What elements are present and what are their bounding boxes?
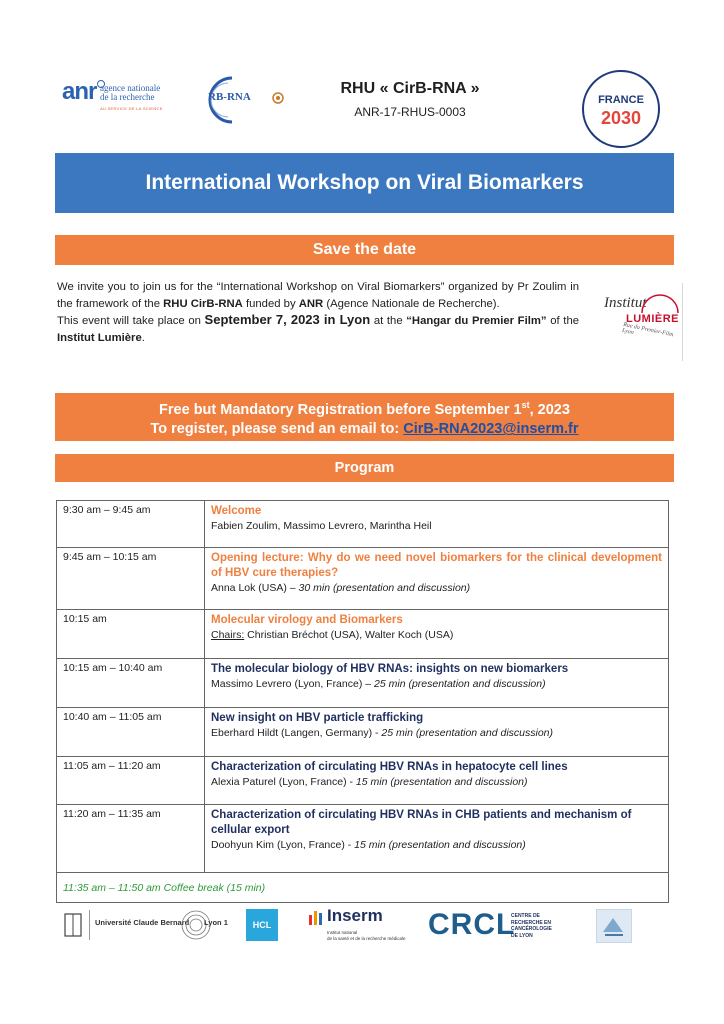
crcl-logo-text: CRCL bbox=[428, 908, 516, 941]
table-row bbox=[57, 659, 668, 708]
anr-logo bbox=[62, 80, 172, 120]
program-banner: Program bbox=[55, 454, 674, 482]
session-detail: 25 min (presentation and discussion) bbox=[381, 727, 554, 739]
anr-tagline: AU SERVICE DE LA SCIENCE bbox=[100, 106, 163, 111]
session-time: 11:20 am – 11:35 am bbox=[57, 805, 205, 872]
save-the-date-banner: Save the date bbox=[55, 235, 674, 265]
table-row bbox=[57, 610, 668, 659]
coffee-break: 11:35 am – 11:50 am Coffee break (15 min) bbox=[63, 882, 266, 894]
session-time: 9:30 am – 9:45 am bbox=[57, 501, 205, 547]
inserm-logo bbox=[309, 906, 409, 948]
crcl-subtitle: CENTRE DE RECHERCHE EN CANCÉROLOGIE DE LYON bbox=[511, 913, 552, 939]
inserm-bars-icon bbox=[309, 909, 325, 927]
intro-rhu-name: RHU CirB-RNA bbox=[163, 297, 243, 310]
session-detail: 25 min (presentation and discussion) bbox=[374, 678, 546, 690]
session-speaker: Alexia Paturel (Lyon, France) - 15 min (presentation and discussion) bbox=[211, 776, 528, 788]
intro-paragraph-1: We invite you to join us for the “International Workshop on Viral Biomarkers” organized by Pr Zoulim in the framework of the RHU CirB-RNA funded by ANR (Agence Nationale de Recherche). bbox=[57, 281, 579, 310]
session-speaker: Massimo Levrero (Lyon, France) – 25 min (presentation and discussion) bbox=[211, 678, 546, 690]
table-row bbox=[57, 873, 668, 902]
session-title: Characterization of circulating HBV RNAs in CHB patients and mechanism of cellular export bbox=[211, 809, 632, 836]
registration-deadline: Free but Mandatory Registration before September 1st, 2023 bbox=[159, 399, 570, 418]
rhu-title: RHU « CirB-RNA » bbox=[340, 80, 480, 97]
session-content bbox=[205, 757, 668, 804]
session-content bbox=[205, 659, 668, 707]
lumiere-logo-name: LUMIÈRE bbox=[626, 313, 679, 325]
session-time: 10:15 am bbox=[57, 610, 205, 658]
session-time: 11:05 am – 11:20 am bbox=[57, 757, 205, 804]
anr-agency-line1: agence nationale bbox=[100, 83, 161, 93]
lumiere-logo-tag: Rue du Premier-Film Lyon bbox=[621, 321, 674, 339]
session-time: 9:45 am – 10:15 am bbox=[57, 548, 205, 609]
partner-logo-icon bbox=[597, 910, 631, 942]
intro-anr-name: ANR bbox=[298, 297, 324, 310]
session-title: Welcome bbox=[211, 505, 262, 517]
session-title: Opening lecture: Why do we need novel biomarkers for the clinical development of HBV cure therapies? bbox=[211, 552, 662, 579]
program-table bbox=[56, 500, 669, 903]
lumiere-arc-icon bbox=[640, 291, 680, 315]
ucbl-logo-text: Université Claude Bernard bbox=[95, 918, 190, 927]
session-detail: 15 min (presentation and discussion) bbox=[354, 839, 526, 851]
anr-agency-text bbox=[100, 84, 160, 102]
session-content bbox=[205, 548, 668, 609]
registration-banner bbox=[55, 393, 674, 441]
partner-logo bbox=[596, 909, 632, 943]
session-content bbox=[205, 708, 668, 756]
table-row bbox=[57, 757, 668, 805]
session-detail: 30 min (presentation and discussion) bbox=[298, 582, 471, 594]
session-title: The molecular biology of HBV RNAs: insights on new biomarkers bbox=[211, 663, 569, 675]
ucbl-logo-suffix: Lyon 1 bbox=[204, 918, 228, 927]
crcl-logo bbox=[428, 908, 568, 944]
event-institute: Institut Lumière bbox=[57, 331, 142, 344]
session-title: Molecular virology and Biomarkers bbox=[211, 614, 403, 626]
france-logo-year: 2030 bbox=[600, 108, 642, 128]
institut-lumiere-logo bbox=[596, 283, 683, 361]
session-speaker: Anna Lok (USA) – 30 min (presentation and discussion) bbox=[211, 582, 471, 594]
table-row bbox=[57, 501, 668, 548]
table-row bbox=[57, 548, 668, 610]
session-title: New insight on HBV particle trafficking bbox=[211, 712, 424, 724]
ucbl-divider bbox=[89, 910, 90, 940]
session-time: 10:15 am – 10:40 am bbox=[57, 659, 205, 707]
france-2030-emblem-icon bbox=[580, 68, 662, 150]
anr-logo-mark: anr bbox=[62, 78, 97, 105]
event-date-location: September 7, 2023 in Lyon bbox=[204, 312, 371, 327]
hcl-logo: HCL bbox=[246, 909, 278, 941]
session-content bbox=[205, 610, 668, 658]
intro-text bbox=[57, 279, 579, 346]
ucbl-crest-icon bbox=[62, 910, 84, 940]
session-time: 10:40 am – 11:05 am bbox=[57, 708, 205, 756]
session-detail: 15 min (presentation and discussion) bbox=[355, 776, 528, 788]
session-speaker: Eberhard Hildt (Langen, Germany) - 25 min (presentation and discussion) bbox=[211, 727, 554, 739]
anr-agency-line2: de la recherche bbox=[100, 92, 155, 102]
event-venue: “Hangar du Premier Film” bbox=[406, 315, 547, 327]
workshop-title-banner: International Workshop on Viral Biomarkers bbox=[55, 153, 674, 213]
session-speaker: Doohyun Kim (Lyon, France) - 15 min (presentation and discussion) bbox=[211, 839, 526, 851]
inserm-subtitle: Institut national de la santé et de la recherche médicale bbox=[327, 930, 406, 941]
cirb-rna-logo bbox=[194, 74, 286, 126]
intro-paragraph-2: This event will take place on September 7, 2023 in Lyon at the “Hangar du Premier Film” of the Institut Lumière. bbox=[57, 312, 580, 344]
table-row bbox=[57, 805, 668, 873]
chairs-label: Chairs: bbox=[211, 629, 245, 641]
france-logo-word: FRANCE bbox=[598, 94, 644, 106]
session-speaker: Fabien Zoulim, Massimo Levrero, Marintha Heil bbox=[211, 520, 432, 532]
session-content bbox=[205, 805, 668, 872]
lumiere-logo-institut: Institut bbox=[604, 295, 647, 311]
table-row bbox=[57, 708, 668, 757]
session-chairs: Chairs: Christian Bréchot (USA), Walter Koch (USA) bbox=[211, 629, 454, 641]
inserm-logo-text: Inserm bbox=[327, 906, 383, 925]
registration-email-link[interactable]: CirB-RNA2023@inserm.fr bbox=[403, 421, 579, 438]
registration-instructions: To register, please send an email to: CirB-RNA2023@inserm.fr bbox=[150, 421, 579, 438]
ucbl-logo bbox=[62, 908, 230, 942]
cirb-rna-logo-text: RB-RNA bbox=[208, 91, 251, 103]
rhu-code: ANR-17-RHUS-0003 bbox=[354, 105, 466, 119]
session-title: Characterization of circulating HBV RNAs in hepatocyte cell lines bbox=[211, 761, 568, 773]
session-content bbox=[205, 501, 668, 547]
france-2030-logo bbox=[580, 68, 662, 150]
